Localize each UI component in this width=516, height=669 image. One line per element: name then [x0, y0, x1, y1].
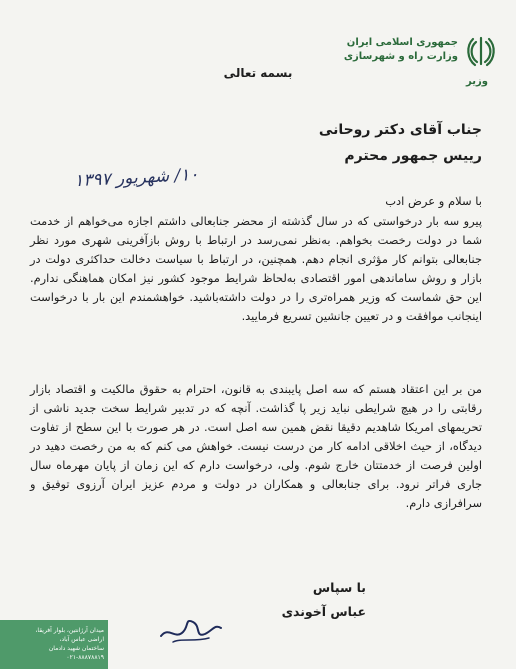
signer-name: عباس آخوندی [281, 604, 366, 619]
letterhead [344, 36, 458, 64]
letterhead-line1: جمهوری اسلامی ایران [346, 37, 458, 48]
body-paragraph-1: پیرو سه بار درخواستی که در سال گذشته از محضر جنابعالی داشتم اجازه می‌خواهم از خدمت شما در دولت رخصت بخواهم. به‌نظر نمی‌رسد در ارتباط با روش بازآفرینی شهری مورد نظر جنابعالی بتوانم کار مؤثری انجام دهم. همچنین، در ارتباط با سیاست دخالت حداکثری دولت در بازار و روش ساماندهی امور اقتصادی به‌لحاظ شرایط موجود کشور نیز امکان هماهنگی ندارم. این حق شماست که وزیر همراه‌تری را در دولت داشته‌باشید. خواهشمندم این بار با درخواست اینجانب موافقت و در تعیین جانشین تسریع فرمایید. [30, 214, 482, 323]
recipient-name: جناب آقای دکتر روحانی [318, 122, 482, 138]
footer-line1: میدان آرژانتین، بلوار آفریقا، [35, 627, 104, 634]
footer-line3: ساختمان شهید دادمان [48, 645, 104, 652]
closing-line: با سپاس [312, 580, 366, 595]
body-paragraph-2: من بر این اعتقاد هستم که سه اصل پایبندی به قانون، احترام به حقوق مالکیت و اقتصاد بازار رقابتی را در هیچ شرایطی نباید زیر پا گذاشت. آنچه که در تدبیر شرایط سخت جدید ناشی از تحریمهای امریکا شاهدیم دقیقا نقض همین سه اصل است. در هر صورت با این سطح از تفاوت دیدگاه، از حیث اخلاقی ادامه کار من درست نیست. خواهش می کنم که به من رخصت دهید در اولین فرصت از خدمتتان خارج شوم. ولی، درخواست دارم که این زمان از پایان مهرماه سال جاری فراتر نرود. برای جنابعالی و همکاران در دولت و مردم عزیز ایران آرزوی توفیق و سرافرازی دارم. [30, 382, 482, 510]
bismillah-heading: بسمه تعالی [223, 66, 293, 80]
recipient-title: رییس جمهور محترم [344, 148, 482, 164]
signature-mark [155, 606, 225, 650]
footer-line2: اراضی عباس آباد، [59, 636, 104, 643]
footer-address [4, 626, 104, 662]
iran-emblem-icon [464, 34, 498, 68]
handwritten-date: ۱۰/ شهریور ۱۳۹۷ [73, 164, 199, 192]
salutation: با سلام و عرض ادب [385, 194, 482, 208]
letterhead-line2: وزارت راه و شهرسازی [343, 51, 458, 62]
minister-label: وزیر [466, 76, 488, 87]
footer-line4: ۰۲۱-۸۸۸۷۸۸۱۹ [66, 654, 104, 661]
